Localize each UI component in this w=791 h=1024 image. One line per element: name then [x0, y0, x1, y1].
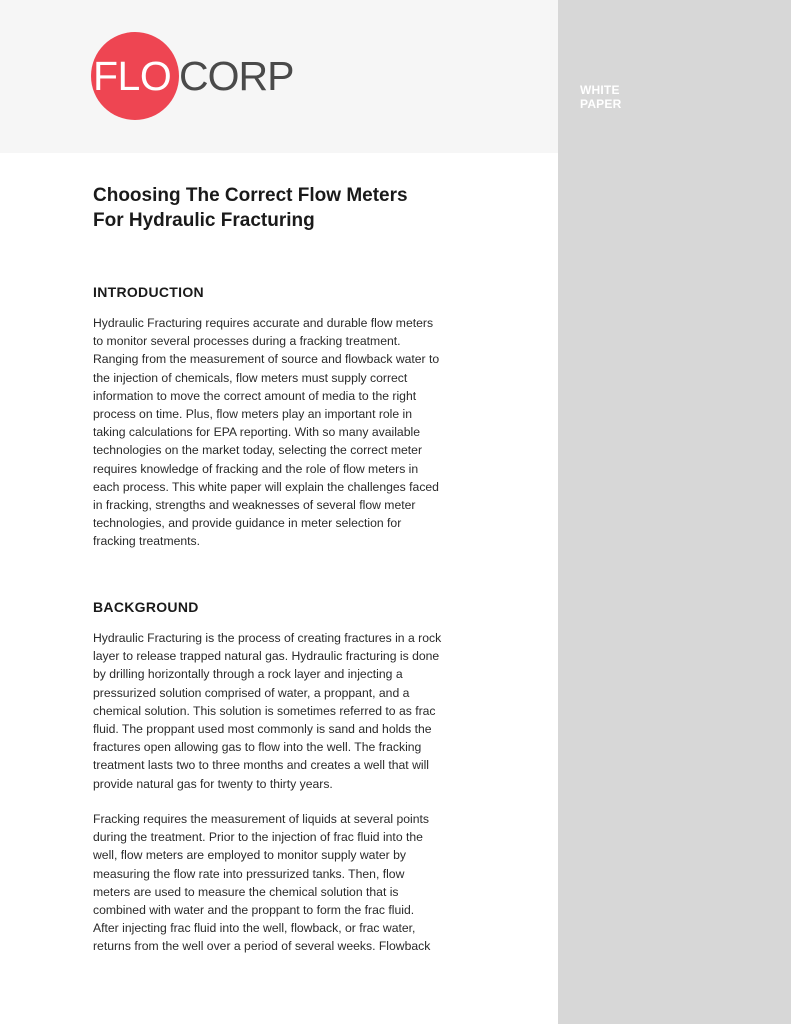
- paragraph-background-2: Fracking requires the measurement of liquids at several points during the treatment. Prior to the injection of frac fluid into the well, flow meters are employed to monitor supply water by measuring the flow rate into pressurized tanks. Then, flow meters are used to measure the chemical solution that is combined with water and the proppant to form the frac fluid. After injecting frac fluid into the well, flowback, or frac water, returns from the well over a period of several weeks. Flowback: [93, 812, 431, 954]
- paragraph-background-1: Hydraulic Fracturing is the process of creating fractures in a rock layer to release trapped natural gas. Hydraulic fracturing is done by drilling horizontally through a rock layer and injecting a pressurized solution comprised of water, a proppant, and a chemical solution. This solution is sometimes referred to as frac fluid. The proppant used most commonly is sand and holds the fractures open allowing gas to flow into the well. The fracking treatment lasts two to three months and creates a well that will provide natural gas for twenty to thirty years.: [93, 631, 442, 791]
- logo-text-corp: CORP: [179, 53, 294, 99]
- section-heading-background: BACKGROUND: [93, 599, 199, 615]
- section-heading-introduction: INTRODUCTION: [93, 284, 204, 300]
- paragraph-introduction: Hydraulic Fracturing requires accurate and durable flow meters to monitor several processes during a fracking treatment. Ranging from the measurement of source and flowback water to the injection of chemicals, flow meters must supply correct information to move the correct amount of media to the right process on time. Plus, flow meters play an important role in taking calculations for EPA reporting. With so many available technologies on the market today, selecting the correct meter requires knowledge of fracking and the role of flow meters in each process. This white paper will explain the challenges faced in fracking, strengths and weaknesses of several flow meter technologies, and provide guidance in meter selection for fracking treatments.: [93, 316, 440, 549]
- logo: [91, 32, 294, 120]
- sidebar-label: WHITE PAPER: [580, 83, 622, 111]
- logo-text-flo: FLO: [93, 53, 172, 99]
- sidebar: [558, 0, 791, 1024]
- document-title: Choosing The Correct Flow Meters For Hydraulic Fracturing: [93, 185, 408, 231]
